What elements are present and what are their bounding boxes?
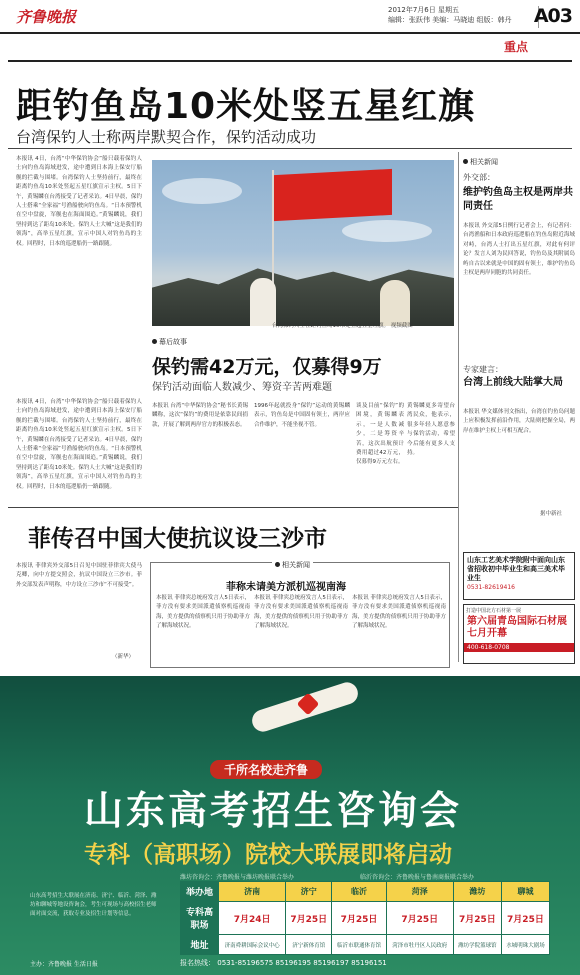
related-tag-2: 相关新闻 <box>272 560 313 570</box>
philippines-agency: （新华） <box>112 654 135 660</box>
phone-label: 报名热线： <box>180 959 215 967</box>
bullet-icon <box>152 339 157 344</box>
school-ad-phone: 0531-82619416 <box>467 584 515 591</box>
photo-caption: 台湾保钓人士在距钓鱼岛10米处竖起五星红旗。 视频截图 <box>272 323 413 329</box>
red-flag <box>274 169 392 221</box>
date-cell: 7月24日 <box>219 902 286 935</box>
school-ad-title: 山东工艺美术学院附中面向山东省招收初中毕业生和高三美术毕业生 <box>467 556 565 582</box>
header-date: 2012年7月6日 星期五 <box>388 6 459 14</box>
right-section-a: 外交部： <box>463 173 495 182</box>
right-body-a: 本报讯 外交部5日例行记者会上，有记者问：台湾渔船和日本政府巡逻船在钓鱼岛附近海域对峙，台湾人士打出五星红旗，对此有何评论？发言人刘为民回答说，钓鱼岛及其附属岛屿自古以来就是中国的固有领土，维护钓鱼岛主权是两岸同胞的共同责任。 <box>463 223 575 277</box>
ad-sponsor-b: 临沂咨询会：齐鲁晚报与鲁南商报联合举办 <box>360 874 475 881</box>
date-cell: 7月25日 <box>501 902 549 935</box>
stone-ad-phone: 400-618-0708 <box>464 643 574 652</box>
date-cell: 7月25日 <box>453 902 501 935</box>
city-cell: 潍坊 <box>453 882 501 902</box>
right-title-b: 台湾上前线大陆掌大局 <box>463 377 563 388</box>
city-cell: 济南 <box>219 882 286 902</box>
address-cell: 临沂市联通体育馆 <box>332 935 386 955</box>
related-title-2: 菲称未请美方派机巡视南海 <box>226 582 346 593</box>
ad-phone-line <box>180 958 387 968</box>
page-number: A03 <box>533 5 572 27</box>
date-cell: 7月25日 <box>332 902 386 935</box>
ad-title: 山东高考招生咨询会 <box>84 789 463 834</box>
section-label: 重点 <box>504 40 529 54</box>
date-row-label: 专科高职场 <box>181 902 219 935</box>
city-cell: 济宁 <box>286 882 332 902</box>
activist-figure <box>380 280 410 326</box>
ad-host: 主办：齐鲁晚报 生活日报 <box>30 961 98 968</box>
address-cell: 济南舜耕国际会议中心 <box>219 935 286 955</box>
fair-schedule-table <box>180 881 550 955</box>
behind-story-col: 本报讯 台湾“中华保钓协会”秘书长黄锡麟称，这次“保钓”的费用是依靠民间捐款，开展了解到两岸官方的积极表态。 <box>152 403 248 428</box>
behind-story-title: 保钓需42万元，仅募得9万 <box>152 356 382 378</box>
main-story-body-cont: 本报讯 4日，台湾“中华保钓协会”船只载着保钓人士向钓鱼岛海域进发，途中遭到日本海上保安厅船舰的拦截与围堵。台湾保钓人士坚持前行，最终在距离钓鱼岛10米处竖起五星红旗宣示主权。5日下午，黄锡麟在台湾接受了记者采访。4日早晨，保钓人士搭乘“全家福”号渔船驶向钓鱼岛。“日本预警机在空中盘旋，军舰也在海面围追。”黄锡麟说，我们坚持到达了距岛10米处。保钓人士大喊“这是我们的领海”，高举五星红旗，宣示中国人对钓鱼岛的主权。回程时，日本的巡逻船仍一路跟随。 <box>16 399 142 490</box>
cloud-shape <box>162 178 242 204</box>
philippines-headline: 菲传召中国大使抗议设三沙市 <box>28 526 327 552</box>
table-header-label: 举办地 <box>181 882 219 902</box>
related-body-2b: 本报讯 菲律宾总统府发言人5日表示，菲方没有要求美国派遣侦察机巡视南海，美方提供的侦察机只用于协助菲方了解海域状况。 <box>254 595 348 630</box>
header-editors: 编辑：张跃伟 美编：马晓迪 组版：韩丹 <box>388 16 512 24</box>
city-cell: 临沂 <box>332 882 386 902</box>
mid-rule <box>8 507 458 508</box>
activist-figure <box>250 278 276 326</box>
related-news-tag: 相关新闻 <box>463 157 498 167</box>
right-agency: 据中新社 <box>540 511 563 517</box>
main-subhead: 台湾保钓人士称两岸默契合作，保钓活动成功 <box>16 128 317 146</box>
city-cell: 菏泽 <box>386 882 453 902</box>
ad-sponsor-a: 潍坊咨询会：齐鲁晚报与潍坊晚报联合举办 <box>180 874 295 881</box>
address-cell: 菏泽市牡丹区人民政府 <box>386 935 453 955</box>
main-story-body: 本报讯 4日，台湾“中华保钓协会”船只载着保钓人士向钓鱼岛海域进发，途中遭到日本海上保安厅船舰的拦截与围堵。台湾保钓人士坚持前行，最终在距离钓鱼岛10米处竖起五星红旗宣示主权。5日下午，黄锡麟在台湾接受了记者采访。4日早晨，保钓人士搭乘“全家福”号渔船驶向钓鱼岛。“日本预警机在空中盘旋，军舰也在海面围追。”黄锡麟说，我们坚持到达了距岛10米处。保钓人士大喊“这是我们的领海”，高举五星红旗，宣示中国人对钓鱼岛的主权。回程时，日本的巡逻船仍一路跟随。 <box>16 156 142 247</box>
stone-ad-title: 第六届青岛国际石材展七月开幕 <box>467 616 567 639</box>
bullet-icon <box>275 562 280 567</box>
address-cell: 济宁新体育馆 <box>286 935 332 955</box>
right-body-b: 本报讯 华文媒体刊文指出，台湾在钓鱼岛问题上应积极发挥前沿作用，大陆则把握全局，两岸在维护主权上可相互配合。 <box>463 409 575 434</box>
ad-intro: 山东高考招生大联展在济南、济宁、临沂、菏泽、潍坊和聊城等地设咨询会，考生可现场与高校招生老师面对面交流，获取专业及招生计划等信息。 <box>30 893 157 917</box>
related-body-2: 本报讯 菲律宾总统府发言人5日表示，菲方没有要求美国派遣侦察机巡视南海，美方提供的侦察机只用于协助菲方了解海域状况。 <box>156 595 250 630</box>
address-row-label: 地址 <box>181 935 219 955</box>
right-title-a: 维护钓鱼岛主权是两岸共同责任 <box>463 187 573 212</box>
right-section-b: 专家建言： <box>463 365 503 374</box>
stone-expo-ad[interactable] <box>463 604 575 664</box>
date-cell: 7月25日 <box>286 902 332 935</box>
header-meta <box>388 5 511 25</box>
behind-story-col: 谈及目前“保钓”的困境，黄锡麟表示，一是人数减少，二是筹资辛苦，这次出航预计费用超过42万元，仅募得9万元左右。 <box>356 403 404 466</box>
address-cell: 潍坊学院篮球馆 <box>453 935 501 955</box>
city-cell: 聊城 <box>501 882 549 902</box>
related-body-2c: 本报讯 菲律宾总统府发言人5日表示，菲方没有要求美国派遣侦察机巡视南海，美方提供的侦察机只用于协助菲方了解海域状况。 <box>352 595 446 630</box>
address-cell: 水城明珠大剧场 <box>501 935 549 955</box>
ad-banner: 千所名校走齐鲁 <box>210 760 322 779</box>
flag-photo <box>152 160 454 326</box>
behind-story-subtitle: 保钓活动面临人数减少、筹资辛苦两难题 <box>152 382 332 393</box>
phone-numbers: 0531-85196575 85196195 85196197 85196151 <box>217 959 387 967</box>
column-divider <box>458 152 459 662</box>
cloud-shape <box>342 220 432 242</box>
philippines-body: 本报讯 菲律宾外交部5日召见中国驻菲律宾大使马克卿，向中方提交照会，抗议中国设立三沙市。菲外交部发表声明称，中方设立三沙市“不可接受”。 <box>16 563 142 588</box>
date-cell: 7月25日 <box>386 902 453 935</box>
behind-story-tag: 幕后故事 <box>152 337 187 347</box>
masthead-logo: 齐鲁晚报 <box>16 8 77 26</box>
stone-ad-top: 打造中国北方石材第一展 <box>466 608 522 614</box>
page-header <box>0 0 580 34</box>
top-rule <box>8 60 572 62</box>
main-headline: 距钓鱼岛10米处竖五星红旗 <box>16 86 476 127</box>
exam-fair-ad[interactable] <box>0 676 580 975</box>
ad-subtitle: 专科（高职场）院校大联展即将启动 <box>84 842 452 868</box>
bullet-icon <box>463 159 468 164</box>
behind-story-col: 黄锡麟更多寄望台湾民众，他表示，很多年轻人愿意参与保钓活动，希望今后能有更多人支持。 <box>407 403 455 457</box>
behind-story-col: 1996年起就投身“保钓”运动的黄锡麟表示，钓鱼岛是中国固有领土，两岸应合作维护，不能坐视不管。 <box>254 403 350 428</box>
school-ad[interactable] <box>463 552 575 600</box>
headline-rule <box>8 148 572 149</box>
